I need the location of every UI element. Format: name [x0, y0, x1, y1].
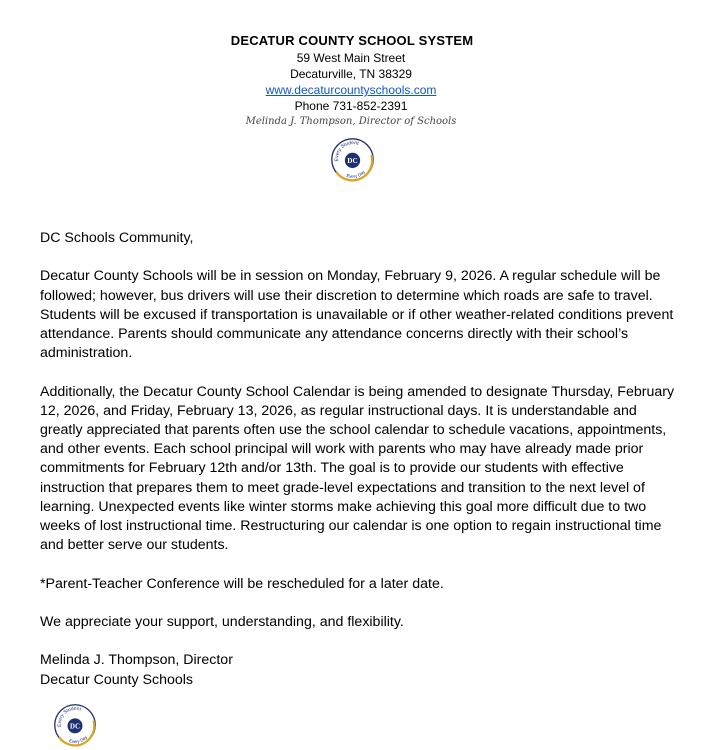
school-logo-icon	[330, 137, 375, 182]
phone-number: Phone 731-852-2391	[294, 99, 408, 113]
paragraph-session: Decatur County Schools will be in session on Monday, February 9, 2026. A regular schedule will be followed; however, bus drivers will use their discretion to determine which roads are safe to travel. Students will be excused if transportation is unavailable or if other weather-related conditions prevent attendance. Parents should communicate any attendance concerns directly with their school’s administration.	[40, 268, 674, 362]
letterhead	[0, 31, 702, 130]
logo-top-text: Every Student	[57, 706, 82, 727]
logo-bottom-text: Every Day	[68, 734, 89, 745]
closing-line: We appreciate your support, understanding, and flexibility.	[40, 614, 404, 630]
org-name: DECATUR COUNTY SCHOOL SYSTEM	[230, 33, 474, 48]
salutation: DC Schools Community,	[40, 230, 194, 246]
address-line-1: 59 West Main Street	[296, 51, 406, 65]
address-line-2: Decaturville, TN 38329	[290, 67, 412, 81]
signature-name: Melinda J. Thompson, Director	[40, 652, 233, 669]
signature-org: Decatur County Schools	[40, 671, 193, 688]
paragraph-calendar: Additionally, the Decatur County School Calendar is being amended to designate Thursday, February 12, 2026, and Friday, February 13, 2026, as regular instructional days. It is understandable and greatly appreciated that parents often use the school calendar to schedule vacations, appointments, and other events. Each school principal will work with parents who may have already made prior commitments for February 12th and/or 13th. The goal is to provide our students with effective instruction that prepares them to meet grade-level expectations and transition to the next level of learning. Unexpected events like winter storms make achieving this goal more difficult due to two weeks of lost instructional time. Restructuring our calendar is one option to regain instructional time and better serve our students.	[40, 383, 675, 554]
school-logo-icon	[53, 703, 97, 747]
website-link[interactable]: www.decaturcountyschools.com	[265, 83, 437, 97]
conference-note: *Parent-Teacher Conference will be rescheduled for a later date.	[40, 575, 444, 592]
logo-top-text: Every Student	[334, 141, 360, 162]
logo-bottom-text: Every Day	[345, 169, 366, 179]
logo-monogram: DC	[69, 722, 81, 731]
letter-body	[40, 229, 680, 690]
logo-monogram: DC	[347, 157, 358, 166]
director-signature-line: Melinda J. Thompson, Director of Schools	[245, 116, 457, 127]
